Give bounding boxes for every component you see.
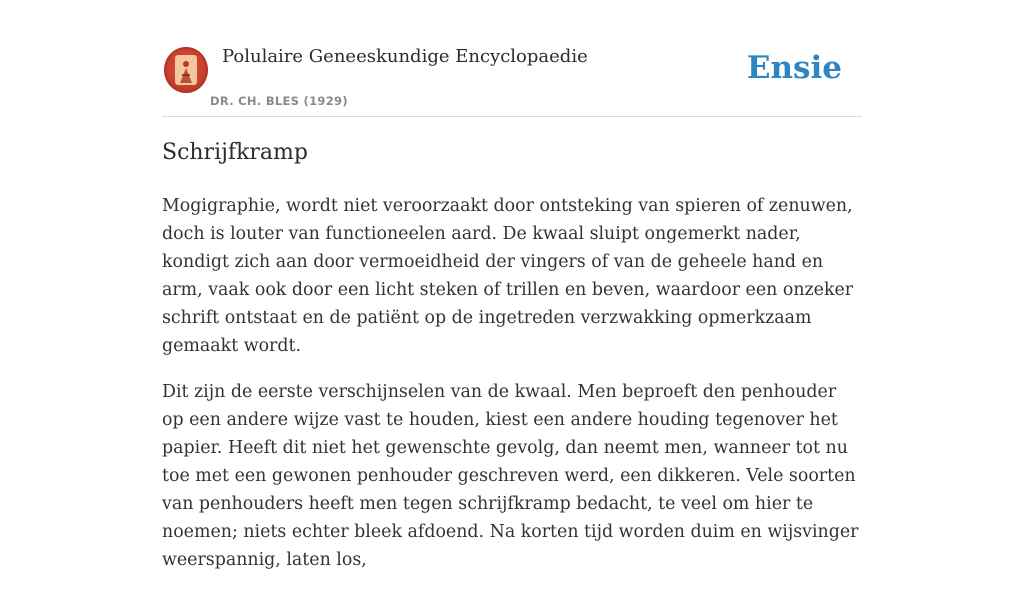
- book-title[interactable]: Polulaire Geneeskundige Encyclopaedie: [222, 46, 588, 67]
- book-author: DR. CH. BLES (1929): [210, 94, 348, 108]
- brand-logo[interactable]: Ensie: [746, 50, 842, 86]
- article-body: [162, 192, 862, 592]
- book-cover-logo-icon[interactable]: [164, 47, 208, 93]
- article-paragraph: Mogigraphie, wordt niet veroorzaakt door ontsteking van spieren of zenuwen, doch is louter van functioneelen aard. De kwaal sluipt ongemerkt nader, kondigt zich aan door vermoeidheid der vingers of van de geheele hand en arm, vaak ook door een licht steken of trillen en beven, waardoor een onzeker schrift ontstaat en de patiënt op de ingetreden verzwakking opmerkzaam gemaakt wordt.: [162, 196, 854, 356]
- header: [162, 0, 862, 117]
- entry-title: Schrijfkramp: [162, 140, 308, 165]
- article-paragraph: Dit zijn de eerste verschijnselen van de kwaal. Men beproeft den penhouder op een andere wijze vast te houden, kiest een andere houding tegenover het papier. Heeft dit niet het gewenschte gevolg, dan neemt men, wanneer tot nu toe met een gewonen penhouder geschreven werd, een dikkeren. Vele soorten van penhouders heeft men tegen schrijfkramp bedacht, te veel om hier te noemen; niets echter bleek afdoend. Na korten tijd worden duim en wijsvinger weerspannig, laten los,: [162, 382, 859, 570]
- page: [162, 0, 862, 570]
